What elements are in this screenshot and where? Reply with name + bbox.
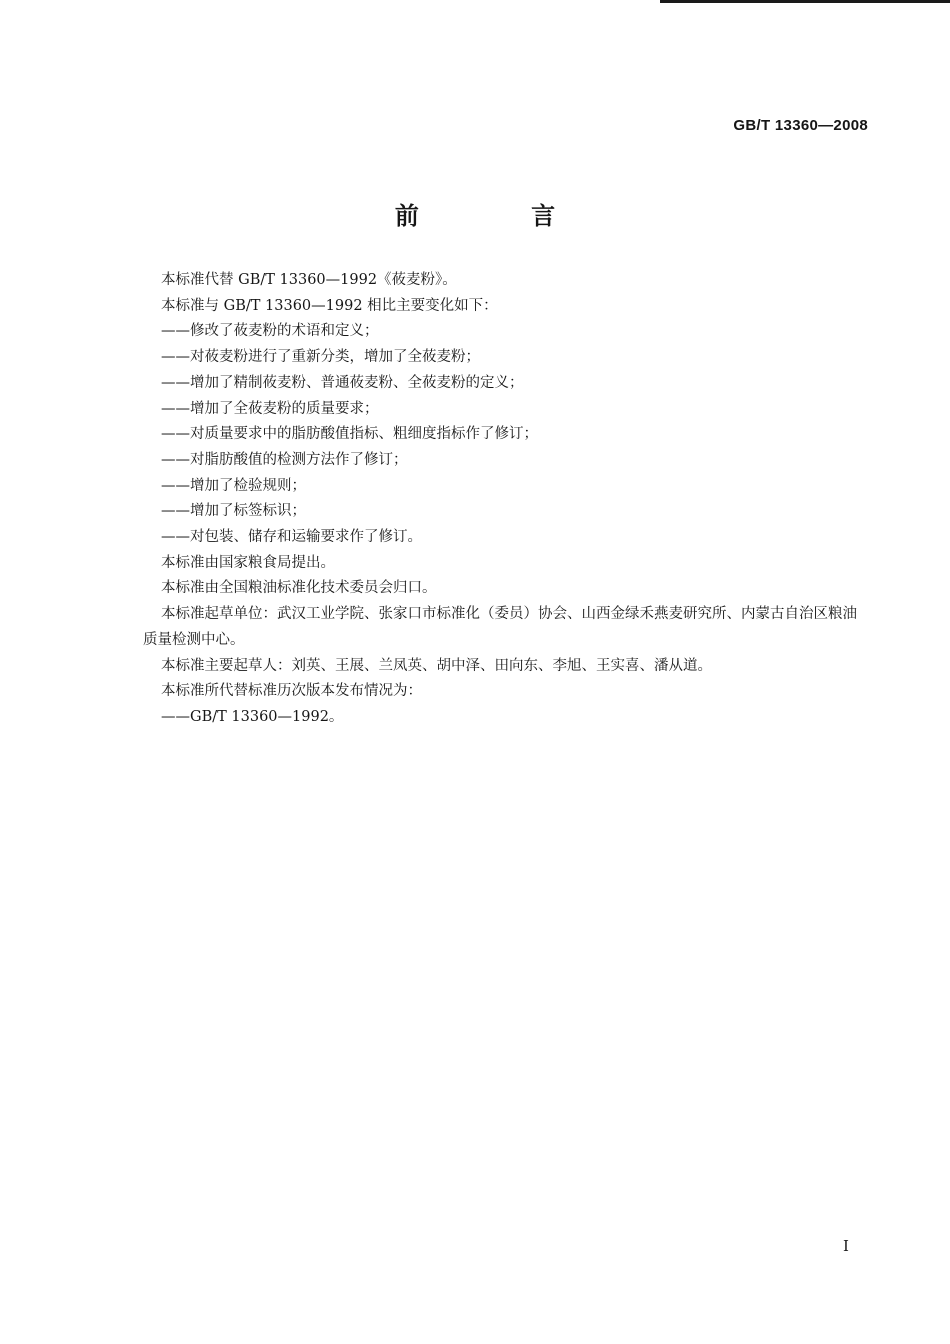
change-item: ——对质量要求中的脂肪酸值指标、粗细度指标作了修订； bbox=[161, 426, 538, 443]
main-drafters: 本标准主要起草人：刘英、王展、兰凤英、胡中泽、田向东、李旭、王实喜、潘从道。 bbox=[161, 657, 712, 674]
centralized-by-statement: 本标准由全国粮油标准化技术委员会归口。 bbox=[161, 580, 437, 597]
change-item: ——修改了莜麦粉的术语和定义； bbox=[161, 323, 379, 340]
standard-code: GB/T 13360—2008 bbox=[733, 117, 868, 134]
change-item: ——对包装、储存和运输要求作了修订。 bbox=[161, 529, 422, 546]
change-item: ——增加了全莜麦粉的质量要求； bbox=[161, 400, 379, 417]
header-rule bbox=[660, 0, 950, 3]
page-number: I bbox=[843, 1237, 849, 1255]
change-item: ——增加了精制莜麦粉、普通莜麦粉、全莜麦粉的定义； bbox=[161, 374, 524, 391]
foreword-body bbox=[143, 268, 865, 731]
change-item: ——对莜麦粉进行了重新分类，增加了全莜麦粉； bbox=[161, 349, 480, 366]
change-item: ——对脂肪酸值的检测方法作了修订； bbox=[161, 451, 408, 468]
change-item: ——增加了检验规则； bbox=[161, 477, 306, 494]
previous-versions-intro: 本标准所代替标准历次版本发布情况为： bbox=[161, 683, 422, 700]
replacement-statement: 本标准代替 GB/T 13360—1992《莜麦粉》。 bbox=[161, 272, 457, 288]
previous-version-item: ——GB/T 13360—1992。 bbox=[161, 708, 344, 725]
page-title: 前 言 bbox=[394, 201, 608, 230]
change-item: ——增加了标签标识； bbox=[161, 503, 306, 520]
proposer-statement: 本标准由国家粮食局提出。 bbox=[161, 554, 335, 571]
drafting-units: 本标准起草单位：武汉工业学院、张家口市标准化（委员）协会、山西金绿禾燕麦研究所、内蒙古自治区粮油质量检测中心。 bbox=[143, 606, 857, 648]
changes-intro: 本标准与 GB/T 13360—1992 相比主要变化如下： bbox=[161, 297, 498, 314]
